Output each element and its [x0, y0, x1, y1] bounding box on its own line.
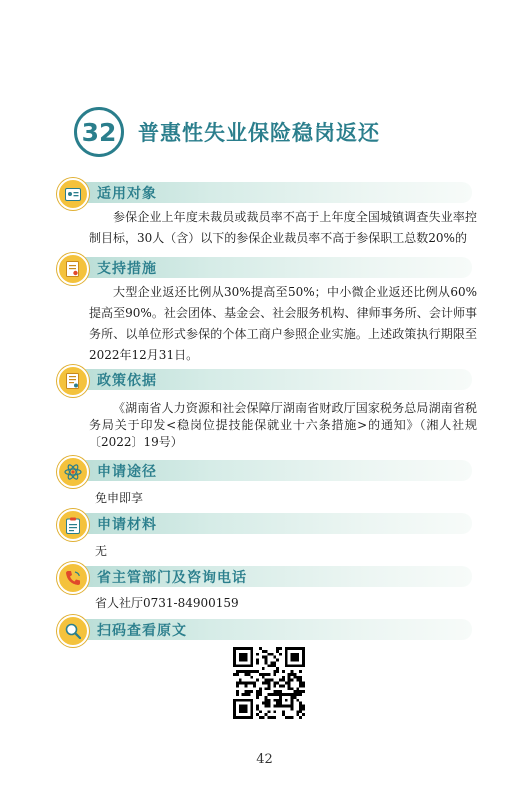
channel-text: 免申即享: [95, 491, 144, 505]
item-number-badge: 32: [74, 107, 124, 157]
measures-text: 大型企业返还比例从30%提高至50%；中小微企业返还比例从60%提高至90%。社会团体、基金会、社会服务机构、律师事务所、会计师事务所、以单位形式参保的个体工商户参照企业实施。上述政策执行期限至2022年12月31日。: [89, 285, 477, 362]
target-text: 参保企业上年度未裁员或裁员率不高于上年度全国城镇调查失业率控制目标，30人（含）以下的参保企业裁员率不高于参保职工总数20%的: [89, 210, 477, 245]
qr-code[interactable]: [233, 647, 305, 719]
magnifier-icon: [57, 615, 89, 647]
section-label: 申请途径: [97, 464, 157, 480]
clipboard-icon: [57, 509, 89, 541]
contact-text: 省人社厅0731-84900159: [95, 596, 239, 610]
policy-document-icon: [57, 365, 89, 397]
basis-text: 《湖南省人力资源和社会保障厅湖南省财政厅国家税务总局湖南省税务局关于印发<稳岗位提技能保就业十六条措施>的通知》（湘人社规〔2022〕19号）: [89, 401, 477, 449]
section-label: 扫码查看原文: [97, 623, 187, 639]
page-number: 42: [256, 752, 273, 767]
section-header-contact: [57, 564, 472, 590]
section-label: 政策依据: [97, 373, 157, 389]
section-label: 适用对象: [97, 186, 157, 202]
phone-icon: [57, 562, 89, 594]
id-card-icon: [57, 178, 89, 210]
section-label: 省主管部门及咨询电话: [97, 570, 247, 586]
materials-text: 无: [95, 544, 108, 558]
section-header-materials: [57, 511, 472, 537]
section-header-basis: [57, 367, 472, 393]
title-block: [74, 106, 380, 158]
document-seal-icon: [57, 253, 89, 285]
section-header-channel: [57, 458, 472, 484]
page-title: 普惠性失业保险稳岗返还: [138, 121, 380, 145]
section-header-measures: [57, 255, 472, 281]
section-header-target: [57, 180, 472, 206]
section-label: 申请材料: [97, 517, 157, 533]
section-header-scan: [57, 617, 472, 643]
section-label: 支持措施: [97, 261, 157, 277]
atom-icon: [57, 456, 89, 488]
